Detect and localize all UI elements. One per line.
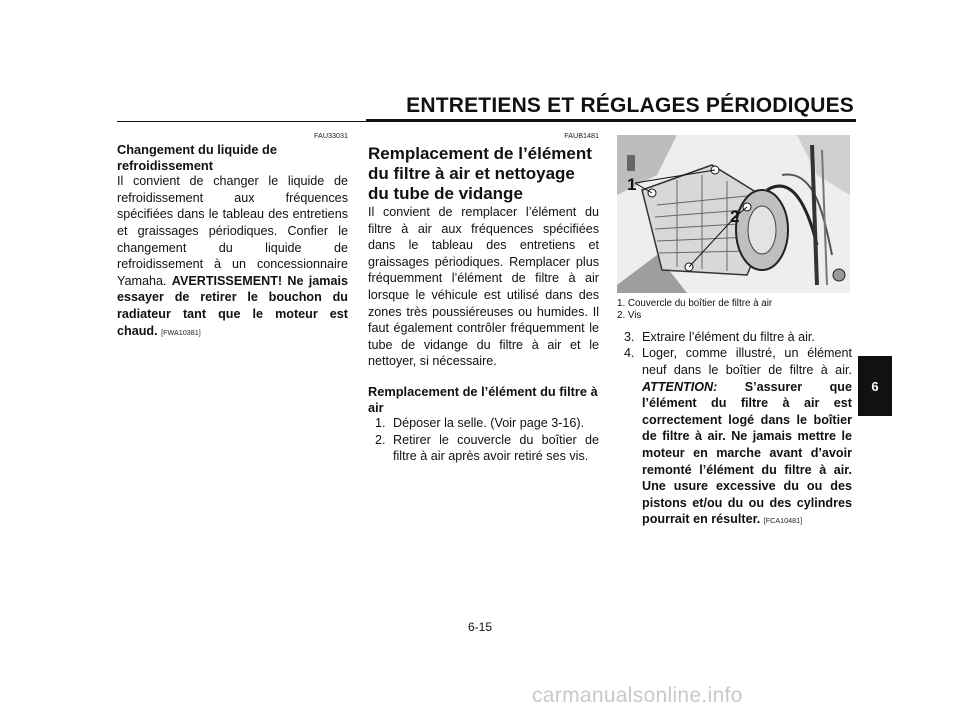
callout-2: 2	[730, 207, 740, 226]
section-code: FAUB1481	[564, 131, 599, 140]
section-body: Il convient de remplacer l’élément du filtre à air aux fréquences spécifiées dans le tableau des entretiens et graissages périodiques. Remplacer plus fréquemment l’élément de filtre à air lorsque le véhicule est utilisé dans des zones très poussiéreuses ou humides. Il faut également contrôler fréquemment le tube de vidange du filtre à air et le nettoyer, si nécessaire.	[368, 205, 599, 369]
column-air-filter-cont	[617, 298, 852, 530]
steps-list	[368, 415, 599, 465]
list-item	[617, 345, 852, 530]
step-number: 2.	[375, 432, 386, 447]
section-code: FAU33031	[314, 131, 348, 140]
page-number: 6-15	[467, 620, 493, 634]
body-text: Il convient de changer le liquide de refroidissement aux fréquences spécifiées dans le tableau des entretiens et graissages périodiques. Confier le changement du liquide de refroidissement à un concessionnaire Yamaha.	[117, 174, 348, 288]
subsection-heading: Remplacement de l’élément du filtre à air	[368, 383, 598, 415]
section-heading: Remplacement de l’élément du filtre à air et nettoyage du tube de vidange	[368, 144, 592, 203]
list-item	[368, 432, 599, 465]
step-number: 1.	[375, 416, 386, 431]
step-text: Loger, comme illustré, un élément neuf dans le boîtier de filtre à air.	[642, 346, 852, 377]
warning-code: [FWA10381]	[161, 327, 201, 337]
caption-line: 1. Couvercle du boîtier de filtre à air	[617, 298, 773, 309]
step-text: Déposer la selle. (Voir page 3-16).	[393, 416, 585, 431]
page-title: ENTRETIENS ET RÉGLAGES PÉRIODIQUES	[406, 94, 854, 117]
list-item	[368, 415, 599, 432]
step-text: Extraire l’élément du filtre à air.	[642, 329, 815, 344]
step-text: Retirer le couvercle du boîtier de filtre à air après avoir retiré ses vis.	[393, 432, 599, 464]
figure-caption	[617, 298, 852, 323]
chapter-tab: 6	[858, 356, 892, 416]
list-item	[617, 329, 852, 346]
watermark: carmanualsonline.info	[532, 684, 743, 707]
step-number: 3.	[624, 329, 635, 344]
section-heading: Changement du liquide de refroidissement	[117, 142, 277, 173]
attention-code: [FCA10481]	[763, 516, 803, 526]
steps-list	[617, 329, 852, 530]
section-body	[117, 173, 348, 341]
header-rule-thin	[117, 121, 366, 122]
column-air-filter	[368, 130, 599, 465]
attention-label: ATTENTION:	[642, 379, 718, 394]
header-rule	[366, 119, 856, 122]
caption-line: 2. Vis	[617, 310, 642, 322]
warning-text: AVERTISSEMENT! Ne jamais essayer de retirer le bouchon du radiateur tant que le moteur est chaud.	[117, 273, 348, 338]
attention-text: S’assurer que l’élément du filtre à air est correctement logé dans le boîtier de filtre à air. Ne jamais mettre le moteur en marche avant d’avoir remonté l’élément du filtre à air. Une usure excessive du ou des pistons et/ou du ou des cylindres pourrait en résulter.	[642, 379, 852, 527]
air-filter-photo	[617, 135, 850, 293]
callout-1: 1	[627, 175, 637, 194]
column-coolant	[117, 130, 348, 341]
step-number: 4.	[624, 346, 635, 361]
